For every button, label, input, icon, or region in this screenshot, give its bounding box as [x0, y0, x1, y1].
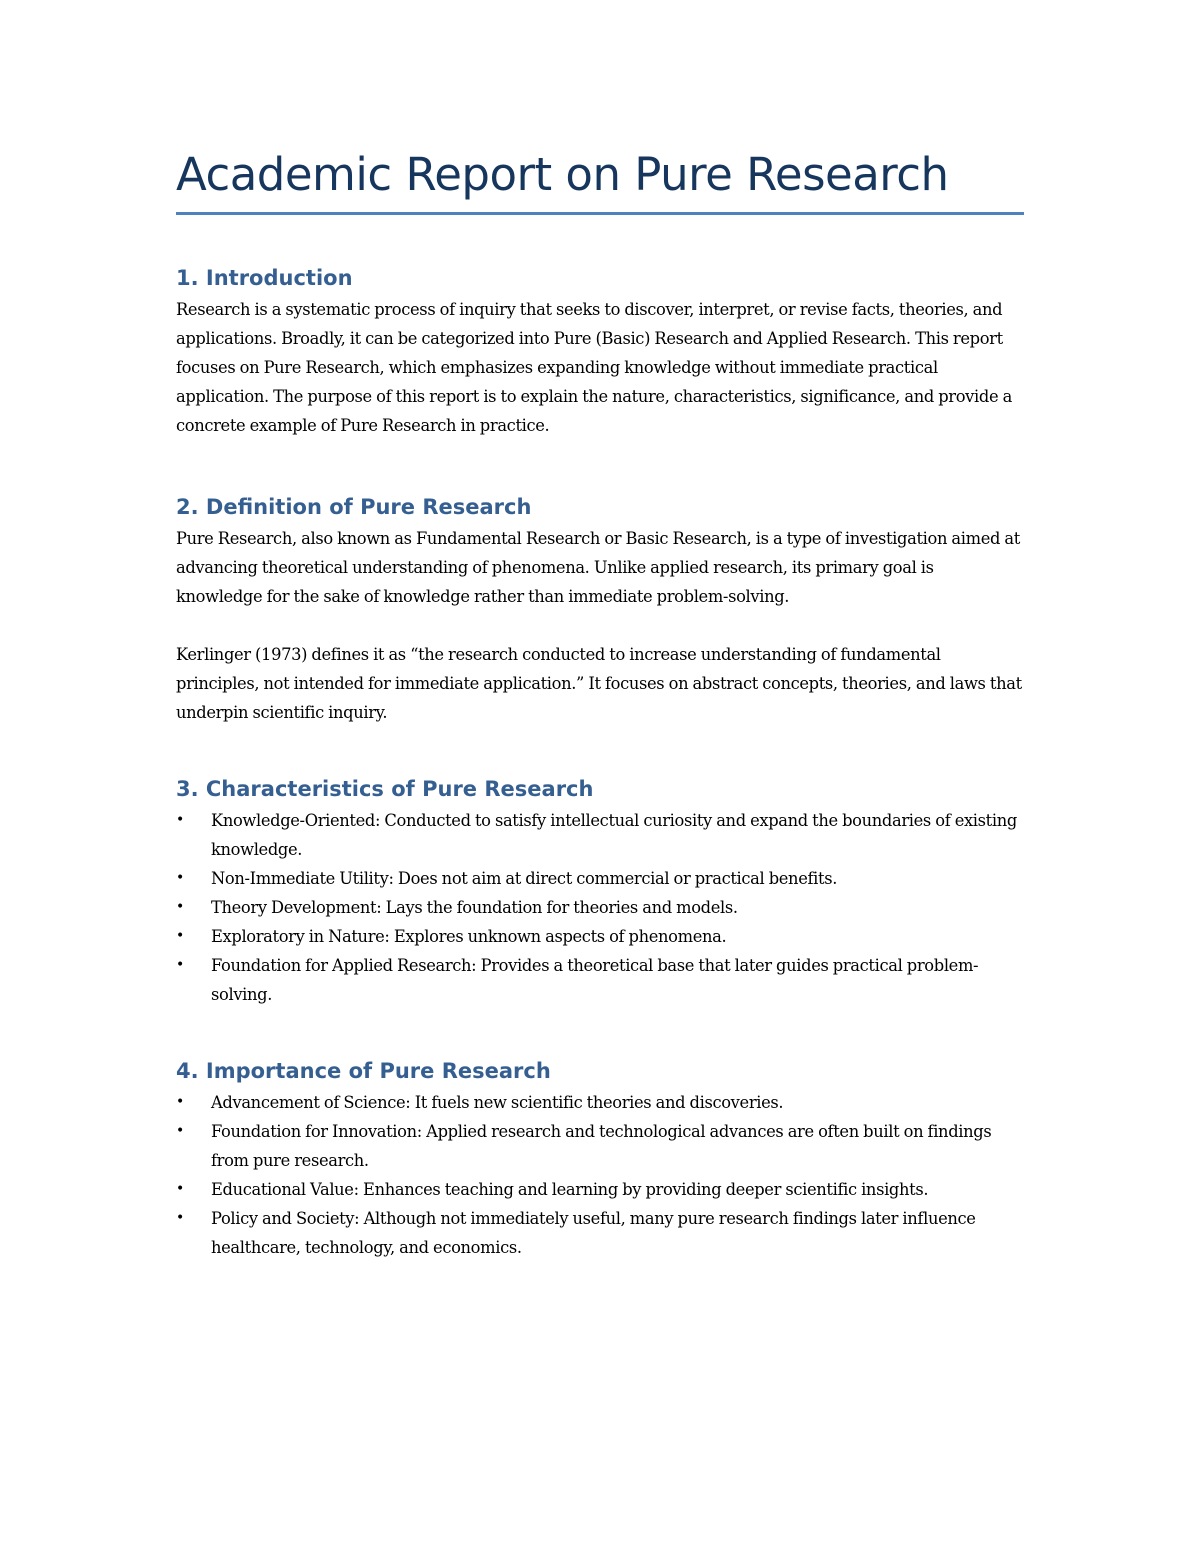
document-page	[176, 140, 1024, 1262]
bullet-icon: •	[176, 870, 184, 886]
bullet-icon: •	[176, 1094, 184, 1110]
list-item-text: Foundation for Innovation: Applied research and technological advances are often built on findings from pure research.	[211, 1122, 992, 1170]
section-heading-definition: 2. Definition of Pure Research	[176, 495, 532, 519]
definition-paragraph-2: Kerlinger (1973) defines it as “the research conducted to increase understanding of fundamental principles, not intended for immediate application.” It focuses on abstract concepts, theories, and laws that underpin scientific inquiry.	[176, 645, 1022, 722]
list-item-text: Educational Value: Enhances teaching and learning by providing deeper scientific insights.	[211, 1180, 929, 1199]
list-item	[176, 951, 1024, 1009]
document-title: Academic Report on Pure Research	[176, 148, 949, 201]
section-heading-importance: 4. Importance of Pure Research	[176, 1059, 551, 1083]
list-item-text: Policy and Society: Although not immediately useful, many pure research findings later influence healthcare, technology, and economics.	[211, 1209, 976, 1257]
list-item	[176, 1175, 1024, 1204]
list-item-text: Exploratory in Nature: Explores unknown aspects of phenomena.	[211, 927, 727, 946]
list-item	[176, 1117, 1024, 1175]
bullet-icon: •	[176, 1123, 184, 1139]
list-item	[176, 864, 1024, 893]
list-item-text: Non-Immediate Utility: Does not aim at direct commercial or practical benefits.	[211, 869, 838, 888]
introduction-paragraph: Research is a systematic process of inquiry that seeks to discover, interpret, or revise facts, theories, and applications. Broadly, it can be categorized into Pure (Basic) Research and Applied Research. This report focuses on Pure Research, which emphasizes expanding knowledge without immediate practical application. The purpose of this report is to explain the nature, characteristics, significance, and provide a concrete example of Pure Research in practice.	[176, 300, 1012, 435]
definition-paragraph-1: Pure Research, also known as Fundamental Research or Basic Research, is a type of investigation aimed at advancing theoretical understanding of phenomena. Unlike applied research, its primary goal is knowledge for the sake of knowledge rather than immediate problem-solving.	[176, 529, 1020, 606]
characteristics-list	[176, 806, 1024, 1009]
list-item	[176, 806, 1024, 864]
list-item-text: Knowledge-Oriented: Conducted to satisfy intellectual curiosity and expand the boundaries of existing knowledge.	[211, 811, 1017, 859]
list-item	[176, 1204, 1024, 1262]
list-item-text: Foundation for Applied Research: Provides a theoretical base that later guides practical problem-solving.	[211, 956, 979, 1004]
bullet-icon: •	[176, 928, 184, 944]
list-item	[176, 922, 1024, 951]
list-item	[176, 1088, 1024, 1117]
list-item	[176, 893, 1024, 922]
bullet-icon: •	[176, 812, 184, 828]
list-item-text: Theory Development: Lays the foundation for theories and models.	[211, 898, 738, 917]
section-heading-introduction: 1. Introduction	[176, 266, 353, 290]
bullet-icon: •	[176, 1210, 184, 1226]
bullet-icon: •	[176, 899, 184, 915]
section-heading-characteristics: 3. Characteristics of Pure Research	[176, 777, 594, 801]
importance-list	[176, 1088, 1024, 1262]
title-underline-rule	[176, 212, 1024, 215]
bullet-icon: •	[176, 1181, 184, 1197]
list-item-text: Advancement of Science: It fuels new scientific theories and discoveries.	[211, 1093, 784, 1112]
bullet-icon: •	[176, 957, 184, 973]
